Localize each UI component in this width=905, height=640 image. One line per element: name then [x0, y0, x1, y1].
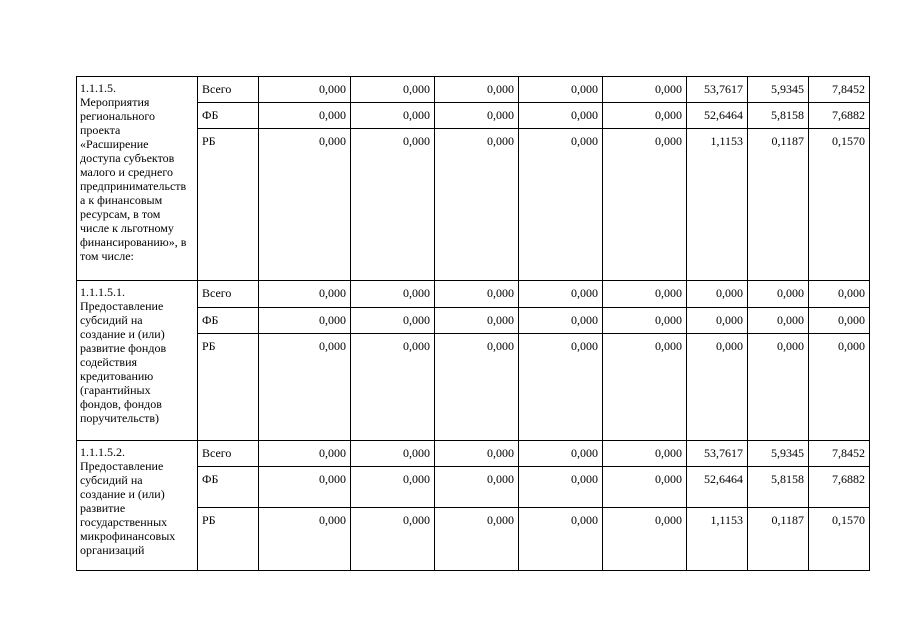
value-cell: 0,000 — [435, 334, 519, 441]
table-row — [77, 77, 870, 103]
value-cell: 5,9345 — [748, 441, 809, 467]
value-cell: 0,000 — [259, 103, 351, 129]
value-cell: 5,8158 — [748, 103, 809, 129]
value-cell: 0,1570 — [809, 508, 870, 571]
value-cell: 0,000 — [603, 467, 687, 508]
value-cell: 0,000 — [519, 334, 603, 441]
section-name: 1.1.1.5.2. Предоставление субсидий на создание и (или) развитие государственных микрофинансовых организаций — [80, 445, 176, 557]
value-cell: 0,1187 — [748, 129, 809, 281]
value-cell: 0,000 — [351, 281, 435, 308]
source-cell: ФБ — [198, 467, 259, 508]
value-cell: 0,000 — [603, 129, 687, 281]
value-cell: 0,000 — [519, 308, 603, 334]
source-cell: ФБ — [198, 103, 259, 129]
value-cell: 0,000 — [351, 508, 435, 571]
budget-table — [76, 76, 870, 571]
value-cell: 0,000 — [687, 334, 748, 441]
value-cell: 5,8158 — [748, 467, 809, 508]
value-cell: 7,6882 — [809, 467, 870, 508]
value-cell: 0,000 — [519, 129, 603, 281]
value-cell: 0,000 — [351, 467, 435, 508]
value-cell: 0,000 — [435, 103, 519, 129]
value-cell: 0,000 — [687, 281, 748, 308]
value-cell: 0,000 — [435, 441, 519, 467]
value-cell: 0,000 — [435, 77, 519, 103]
value-cell: 1,1153 — [687, 508, 748, 571]
value-cell: 0,000 — [435, 508, 519, 571]
value-cell: 7,8452 — [809, 77, 870, 103]
value-cell: 0,000 — [519, 467, 603, 508]
value-cell: 0,1570 — [809, 129, 870, 281]
value-cell: 53,7617 — [687, 77, 748, 103]
value-cell: 53,7617 — [687, 441, 748, 467]
value-cell: 0,000 — [603, 103, 687, 129]
value-cell: 7,6882 — [809, 103, 870, 129]
section-name: 1.1.1.5.1. Предоставление субсидий на создание и (или) развитие фондов содействия кредитованию (гарантийных фондов, фондов поручительств) — [80, 285, 167, 425]
value-cell: 0,000 — [435, 467, 519, 508]
section-name-cell — [77, 77, 198, 281]
value-cell: 5,9345 — [748, 77, 809, 103]
value-cell: 0,000 — [519, 77, 603, 103]
source-cell: Всего — [198, 441, 259, 467]
value-cell: 1,1153 — [687, 129, 748, 281]
source-cell: Всего — [198, 281, 259, 308]
value-cell: 0,1187 — [748, 508, 809, 571]
value-cell: 7,8452 — [809, 441, 870, 467]
value-cell: 0,000 — [519, 281, 603, 308]
value-cell: 0,000 — [603, 77, 687, 103]
value-cell: 0,000 — [259, 281, 351, 308]
source-cell: ФБ — [198, 308, 259, 334]
value-cell: 0,000 — [603, 308, 687, 334]
value-cell: 0,000 — [519, 508, 603, 571]
value-cell: 0,000 — [351, 441, 435, 467]
value-cell: 52,6464 — [687, 103, 748, 129]
value-cell: 0,000 — [351, 129, 435, 281]
section-name-cell — [77, 281, 198, 441]
value-cell: 0,000 — [435, 281, 519, 308]
value-cell: 0,000 — [809, 334, 870, 441]
value-cell: 0,000 — [351, 308, 435, 334]
value-cell: 0,000 — [603, 281, 687, 308]
value-cell: 0,000 — [809, 308, 870, 334]
value-cell: 0,000 — [259, 467, 351, 508]
value-cell: 0,000 — [603, 334, 687, 441]
value-cell: 0,000 — [259, 308, 351, 334]
section-name: 1.1.1.5. Мероприятия регионального проекта «Расширение доступа субъектов малого и среднего предпринимательств а к финансовым ресурсам, в том числе к льготному финансированию», в том числе: — [80, 81, 187, 263]
table-row — [77, 281, 870, 308]
value-cell: 0,000 — [259, 508, 351, 571]
value-cell: 0,000 — [687, 308, 748, 334]
value-cell: 0,000 — [809, 281, 870, 308]
section-name-cell — [77, 441, 198, 571]
value-cell: 0,000 — [259, 334, 351, 441]
source-cell: Всего — [198, 77, 259, 103]
value-cell: 0,000 — [259, 441, 351, 467]
source-cell: РБ — [198, 334, 259, 441]
value-cell: 0,000 — [748, 308, 809, 334]
value-cell: 0,000 — [259, 77, 351, 103]
value-cell: 0,000 — [351, 103, 435, 129]
value-cell: 0,000 — [435, 129, 519, 281]
value-cell: 0,000 — [603, 441, 687, 467]
source-cell: РБ — [198, 508, 259, 571]
value-cell: 0,000 — [519, 441, 603, 467]
value-cell: 0,000 — [351, 77, 435, 103]
value-cell: 0,000 — [351, 334, 435, 441]
value-cell: 0,000 — [435, 308, 519, 334]
value-cell: 0,000 — [519, 103, 603, 129]
value-cell: 0,000 — [748, 281, 809, 308]
value-cell: 0,000 — [748, 334, 809, 441]
source-cell: РБ — [198, 129, 259, 281]
table-row — [77, 441, 870, 467]
value-cell: 0,000 — [259, 129, 351, 281]
value-cell: 52,6464 — [687, 467, 748, 508]
value-cell: 0,000 — [603, 508, 687, 571]
